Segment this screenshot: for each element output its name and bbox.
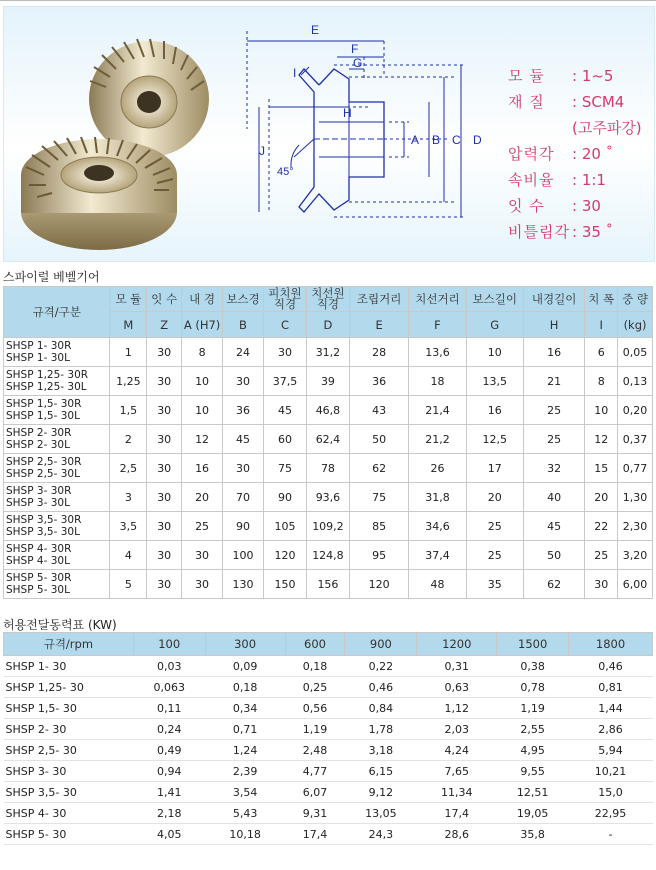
power-value-cell: 0,46	[569, 656, 653, 677]
spec-value-cell: 75	[263, 454, 306, 483]
spec-model-cell	[4, 367, 110, 396]
spec-pressure-angle: 압력각 : 20 ˚	[508, 145, 614, 163]
power-table-row	[4, 719, 653, 740]
power-model-cell: SHSP 1- 30	[4, 656, 134, 677]
power-value-cell: 12,51	[497, 782, 569, 803]
power-rpm-header: 100	[133, 633, 205, 656]
spec-value-cell: 45	[523, 512, 584, 541]
spiral-spec-table	[3, 286, 653, 599]
power-table-row	[4, 698, 653, 719]
spec-value-cell: 30	[147, 541, 182, 570]
power-table-row	[4, 761, 653, 782]
dimension-diagram	[239, 17, 499, 247]
spec-value-cell: 0,37	[618, 425, 653, 454]
power-value-cell: 0,38	[497, 656, 569, 677]
spec-model-cell	[4, 454, 110, 483]
spec-value-cell: 62	[349, 454, 408, 483]
spec-value-cell: 50	[523, 541, 584, 570]
spec-unit-cell: I	[585, 312, 618, 338]
spec-header-cell: 내 경	[182, 287, 223, 312]
spec-value-cell: 16	[523, 338, 584, 367]
power-model-cell: SHSP 3- 30	[4, 761, 134, 782]
power-value-cell: 5,94	[569, 740, 653, 761]
spec-value-cell: 46,8	[306, 396, 349, 425]
power-value-cell: 1,12	[417, 698, 497, 719]
spec-model-name: SHSP 1,25- 30L	[6, 381, 87, 393]
spec-value-cell: 95	[349, 541, 408, 570]
power-value-cell: 0,84	[345, 698, 417, 719]
spec-value-cell: 10	[182, 396, 223, 425]
label-angle: 45°	[277, 166, 294, 178]
power-value-cell: 0,03	[133, 656, 205, 677]
spec-table-row	[4, 570, 653, 599]
spec-value-cell: 10	[466, 338, 523, 367]
spec-value-cell: 12,5	[466, 425, 523, 454]
spec-model-cell	[4, 570, 110, 599]
spec-value-cell: 20	[585, 483, 618, 512]
power-model-cell: SHSP 1,25- 30	[4, 677, 134, 698]
power-value-cell: 10,21	[569, 761, 653, 782]
power-value-cell: 0,71	[205, 719, 285, 740]
spec-value-cell: 25	[466, 512, 523, 541]
power-value-cell: 28,6	[417, 824, 497, 845]
spec-unit-cell: H	[523, 312, 584, 338]
spec-value-cell: 3,5	[110, 512, 147, 541]
spec-value-cell: 0,77	[618, 454, 653, 483]
spiral-table-title: 스파이럴 베벨기어	[3, 270, 100, 284]
spec-value-cell: 30	[147, 367, 182, 396]
power-value-cell: 17,4	[285, 824, 345, 845]
spec-table-row	[4, 367, 653, 396]
power-value-cell: 0,94	[133, 761, 205, 782]
power-value-cell: 4,24	[417, 740, 497, 761]
spec-value-cell: 156	[306, 570, 349, 599]
power-value-cell: 0,09	[205, 656, 285, 677]
spec-header-cell: 치선거리	[409, 287, 466, 312]
spec-value-cell: 39	[306, 367, 349, 396]
spec-value-cell: 34,6	[409, 512, 466, 541]
spec-table-row	[4, 541, 653, 570]
spec-value-cell: 31,2	[306, 338, 349, 367]
spec-value-cell: 30	[147, 483, 182, 512]
power-value-cell: 0,49	[133, 740, 205, 761]
power-value-cell: 0,78	[497, 677, 569, 698]
power-table-row	[4, 677, 653, 698]
power-value-cell: 0,11	[133, 698, 205, 719]
power-value-cell: 1,78	[345, 719, 417, 740]
spec-value-cell: 8	[182, 338, 223, 367]
spec-model-name: SHSP 5- 30L	[6, 584, 70, 596]
spec-value-cell: 0,13	[618, 367, 653, 396]
spec-value-cell: 12	[182, 425, 223, 454]
spec-model-name: SHSP 4- 30R	[6, 543, 72, 555]
power-value-cell: 2,86	[569, 719, 653, 740]
spec-value-cell: 10	[585, 396, 618, 425]
label-G: G	[353, 56, 363, 70]
spec-material: 재 질 : SCM4	[508, 93, 625, 111]
spec-model-name: SHSP 2,5- 30R	[6, 456, 82, 468]
power-model-cell: SHSP 5- 30	[4, 824, 134, 845]
spec-module: 모 듈 : 1~5	[508, 67, 614, 85]
spec-table-row	[4, 483, 653, 512]
spec-value-cell: 60	[263, 425, 306, 454]
spec-unit-cell: C	[263, 312, 306, 338]
power-rpm-header: 1800	[569, 633, 653, 656]
spec-value-cell: 130	[223, 570, 264, 599]
power-rpm-header: 300	[205, 633, 285, 656]
spec-value-cell: 16	[182, 454, 223, 483]
spec-value-cell: 1,5	[110, 396, 147, 425]
spec-header-cell: 조립거리	[349, 287, 408, 312]
spec-value-cell: 1,30	[618, 483, 653, 512]
spec-model-name: SHSP 2- 30L	[6, 439, 70, 451]
spec-unit-cell: (kg)	[618, 312, 653, 338]
power-model-cell: SHSP 2,5- 30	[4, 740, 134, 761]
power-table-row	[4, 824, 653, 845]
spec-speed-ratio: 속비율 : 1:1	[508, 171, 606, 189]
spec-unit-cell: F	[409, 312, 466, 338]
spec-value-cell: 1	[110, 338, 147, 367]
label-B: B	[432, 133, 441, 147]
spec-unit-cell: Z	[147, 312, 182, 338]
power-value-cell: 0,81	[569, 677, 653, 698]
spec-value-cell: 25	[523, 396, 584, 425]
spec-table-row	[4, 425, 653, 454]
spec-header-cell: 잇 수	[147, 287, 182, 312]
spec-value-cell: 30	[147, 425, 182, 454]
label-I: I	[293, 66, 297, 80]
power-value-cell: 0,31	[417, 656, 497, 677]
spec-value-cell: 30	[223, 367, 264, 396]
spec-material-sub: (고주파강)	[572, 119, 642, 137]
spec-value-cell: 35	[466, 570, 523, 599]
spec-value-cell: 2,5	[110, 454, 147, 483]
spec-value-cell: 13,6	[409, 338, 466, 367]
spec-model-name: SHSP 2- 30R	[6, 427, 72, 439]
power-value-cell: 3,54	[205, 782, 285, 803]
spec-value-cell: 30	[147, 454, 182, 483]
spec-model-name: SHSP 3,5- 30R	[6, 514, 82, 526]
power-value-cell: 2,03	[417, 719, 497, 740]
power-value-cell: 5,43	[205, 803, 285, 824]
spec-table-row	[4, 512, 653, 541]
spec-header-cell: 피치원 직경	[263, 287, 306, 312]
power-rpm-header: 600	[285, 633, 345, 656]
power-value-cell: 7,65	[417, 761, 497, 782]
spec-model-name: SHSP 1,5- 30L	[6, 410, 80, 422]
top-border	[0, 0, 656, 5]
spec-value-cell: 31,8	[409, 483, 466, 512]
spec-unit-cell: M	[110, 312, 147, 338]
spec-value-cell: 45	[223, 425, 264, 454]
spec-model-cell	[4, 425, 110, 454]
power-table-title: 허용전달동력표 (KW)	[3, 618, 117, 632]
spec-value-cell: 62	[523, 570, 584, 599]
label-F: F	[351, 42, 359, 56]
spec-model-name: SHSP 3- 30R	[6, 485, 72, 497]
power-value-cell: 4,95	[497, 740, 569, 761]
power-value-cell: 9,31	[285, 803, 345, 824]
spec-value-cell: 22	[585, 512, 618, 541]
spec-model-name: SHSP 1- 30R	[6, 340, 72, 352]
spec-value-cell: 8	[585, 367, 618, 396]
label-D: D	[473, 133, 482, 147]
spec-value-cell: 100	[223, 541, 264, 570]
spec-value-cell: 90	[223, 512, 264, 541]
power-value-cell: 0,18	[285, 656, 345, 677]
spec-value-cell: 30	[223, 454, 264, 483]
spec-model-name: SHSP 1- 30L	[6, 352, 70, 364]
spec-model-name: SHSP 1,25- 30R	[6, 369, 89, 381]
spec-value-cell: 12	[585, 425, 618, 454]
spec-value-cell: 109,2	[306, 512, 349, 541]
spec-header-cell: 중 량	[618, 287, 653, 312]
spec-value-cell: 6,00	[618, 570, 653, 599]
power-model-cell: SHSP 2- 30	[4, 719, 134, 740]
power-value-cell: 0,63	[417, 677, 497, 698]
spec-value-cell: 20	[182, 483, 223, 512]
spec-value-cell: 0,05	[618, 338, 653, 367]
power-value-cell: 0,063	[133, 677, 205, 698]
power-value-cell: 3,18	[345, 740, 417, 761]
spec-model-cell	[4, 483, 110, 512]
spec-header-cell: 치선원 직경	[306, 287, 349, 312]
power-value-cell: 2,55	[497, 719, 569, 740]
spec-value-cell: 62,4	[306, 425, 349, 454]
power-value-cell: 0,25	[285, 677, 345, 698]
spec-value-cell: 30	[147, 338, 182, 367]
spec-model-cell	[4, 338, 110, 367]
power-value-cell: 10,18	[205, 824, 285, 845]
power-value-cell: 4,77	[285, 761, 345, 782]
spec-unit-cell: A (H7)	[182, 312, 223, 338]
spec-model-cell	[4, 512, 110, 541]
spec-model-name: SHSP 2,5- 30L	[6, 468, 80, 480]
spec-value-cell: 93,6	[306, 483, 349, 512]
spec-value-cell: 21	[523, 367, 584, 396]
power-model-cell: SHSP 1,5- 30	[4, 698, 134, 719]
spec-model-name: SHSP 3,5- 30L	[6, 526, 80, 538]
power-table	[3, 632, 653, 845]
power-value-cell: 15,0	[569, 782, 653, 803]
power-rpm-header: 1500	[497, 633, 569, 656]
spec-model-name: SHSP 3- 30L	[6, 497, 70, 509]
spec-value-cell: 30	[147, 570, 182, 599]
spec-header-cell: 모 듈	[110, 287, 147, 312]
power-value-cell: 0,46	[345, 677, 417, 698]
spec-value-cell: 30	[147, 396, 182, 425]
bevel-gear-photo	[4, 7, 236, 261]
spec-value-cell: 4	[110, 541, 147, 570]
power-value-cell: 19,05	[497, 803, 569, 824]
power-value-cell: 0,18	[205, 677, 285, 698]
power-value-cell: 1,44	[569, 698, 653, 719]
spec-value-cell: 17	[466, 454, 523, 483]
spec-value-cell: 124,8	[306, 541, 349, 570]
power-value-cell: 9,55	[497, 761, 569, 782]
spec-value-cell: 28	[349, 338, 408, 367]
spec-value-cell: 30	[263, 338, 306, 367]
spec-value-cell: 6	[585, 338, 618, 367]
power-value-cell: 0,22	[345, 656, 417, 677]
power-table-row	[4, 803, 653, 824]
spec-unit-cell: B	[223, 312, 264, 338]
spec-value-cell: 48	[409, 570, 466, 599]
power-model-cell: SHSP 4- 30	[4, 803, 134, 824]
spec-value-cell: 45	[263, 396, 306, 425]
spec-value-cell: 120	[263, 541, 306, 570]
spec-value-cell: 21,4	[409, 396, 466, 425]
label-J: J	[259, 144, 265, 158]
spec-value-cell: 78	[306, 454, 349, 483]
power-rpm-header: 900	[345, 633, 417, 656]
power-value-cell: -	[569, 824, 653, 845]
spec-value-cell: 25	[585, 541, 618, 570]
spec-header-cell: 보스길이	[466, 287, 523, 312]
power-value-cell: 2,18	[133, 803, 205, 824]
spec-value-cell: 32	[523, 454, 584, 483]
spec-value-cell: 13,5	[466, 367, 523, 396]
power-value-cell: 0,56	[285, 698, 345, 719]
power-model-cell: SHSP 3,5- 30	[4, 782, 134, 803]
spec-value-cell: 43	[349, 396, 408, 425]
power-value-cell: 1,41	[133, 782, 205, 803]
spec-unit-cell: E	[349, 312, 408, 338]
power-value-cell: 6,15	[345, 761, 417, 782]
spec-value-cell: 16	[466, 396, 523, 425]
label-E: E	[311, 23, 320, 37]
spec-unit-cell: D	[306, 312, 349, 338]
spec-value-cell: 70	[223, 483, 264, 512]
spec-value-cell: 36	[349, 367, 408, 396]
spec-value-cell: 30	[585, 570, 618, 599]
label-H: H	[343, 106, 352, 120]
spec-value-cell: 21,2	[409, 425, 466, 454]
power-value-cell: 13,05	[345, 803, 417, 824]
power-value-cell: 0,24	[133, 719, 205, 740]
power-value-cell: 1,19	[497, 698, 569, 719]
power-value-cell: 2,48	[285, 740, 345, 761]
power-table-row	[4, 740, 653, 761]
spec-value-cell: 120	[349, 570, 408, 599]
label-A: A	[411, 133, 420, 147]
power-value-cell: 2,39	[205, 761, 285, 782]
power-value-cell: 1,19	[285, 719, 345, 740]
spec-value-cell: 26	[409, 454, 466, 483]
power-value-cell: 1,24	[205, 740, 285, 761]
spec-value-cell: 25	[466, 541, 523, 570]
power-value-cell: 6,07	[285, 782, 345, 803]
label-C: C	[452, 133, 461, 147]
spec-model-name: SHSP 5- 30R	[6, 572, 72, 584]
spec-model-cell	[4, 396, 110, 425]
spec-value-cell: 3	[110, 483, 147, 512]
spec-value-cell: 105	[263, 512, 306, 541]
power-value-cell: 11,34	[417, 782, 497, 803]
power-value-cell: 0,34	[205, 698, 285, 719]
spec-value-cell: 37,4	[409, 541, 466, 570]
spec-value-cell: 50	[349, 425, 408, 454]
spec-value-cell: 36	[223, 396, 264, 425]
spec-value-cell: 10	[182, 367, 223, 396]
power-table-corner: 규격/rpm	[4, 633, 134, 656]
spec-value-cell: 15	[585, 454, 618, 483]
power-value-cell: 22,95	[569, 803, 653, 824]
spec-list	[508, 63, 656, 245]
spec-value-cell: 5	[110, 570, 147, 599]
spec-model-cell	[4, 541, 110, 570]
spec-helix-angle: 비틀림각 : 35 ˚	[508, 223, 614, 241]
spec-value-cell: 30	[182, 570, 223, 599]
power-table-row	[4, 656, 653, 677]
spec-header-cell: 보스경	[223, 287, 264, 312]
spec-value-cell: 30	[147, 512, 182, 541]
spec-teeth: 잇 수 : 30	[508, 197, 601, 215]
spec-value-cell: 85	[349, 512, 408, 541]
power-value-cell: 4,05	[133, 824, 205, 845]
power-value-cell: 9,12	[345, 782, 417, 803]
power-table-row	[4, 782, 653, 803]
spec-value-cell: 40	[523, 483, 584, 512]
spec-header-cell: 치 폭	[585, 287, 618, 312]
spec-value-cell: 90	[263, 483, 306, 512]
spec-value-cell: 37,5	[263, 367, 306, 396]
power-value-cell: 17,4	[417, 803, 497, 824]
spec-value-cell: 2,30	[618, 512, 653, 541]
spec-header-cell: 내경길이	[523, 287, 584, 312]
spec-table-row	[4, 454, 653, 483]
product-hero	[3, 6, 655, 262]
spec-value-cell: 0,20	[618, 396, 653, 425]
spec-value-cell: 24	[223, 338, 264, 367]
spec-value-cell: 20	[466, 483, 523, 512]
spec-model-name: SHSP 4- 30L	[6, 555, 70, 567]
spec-value-cell: 18	[409, 367, 466, 396]
power-value-cell: 35,8	[497, 824, 569, 845]
power-value-cell: 24,3	[345, 824, 417, 845]
spec-value-cell: 150	[263, 570, 306, 599]
spec-value-cell: 25	[523, 425, 584, 454]
power-rpm-header: 1200	[417, 633, 497, 656]
spec-value-cell: 30	[182, 541, 223, 570]
spec-model-name: SHSP 1,5- 30R	[6, 398, 82, 410]
spec-table-row	[4, 396, 653, 425]
spec-value-cell: 1,25	[110, 367, 147, 396]
spec-unit-cell: G	[466, 312, 523, 338]
spec-value-cell: 3,20	[618, 541, 653, 570]
spec-value-cell: 25	[182, 512, 223, 541]
spec-table-row	[4, 338, 653, 367]
spec-table-corner: 규격/구분	[4, 287, 110, 338]
spec-value-cell: 2	[110, 425, 147, 454]
spec-value-cell: 75	[349, 483, 408, 512]
